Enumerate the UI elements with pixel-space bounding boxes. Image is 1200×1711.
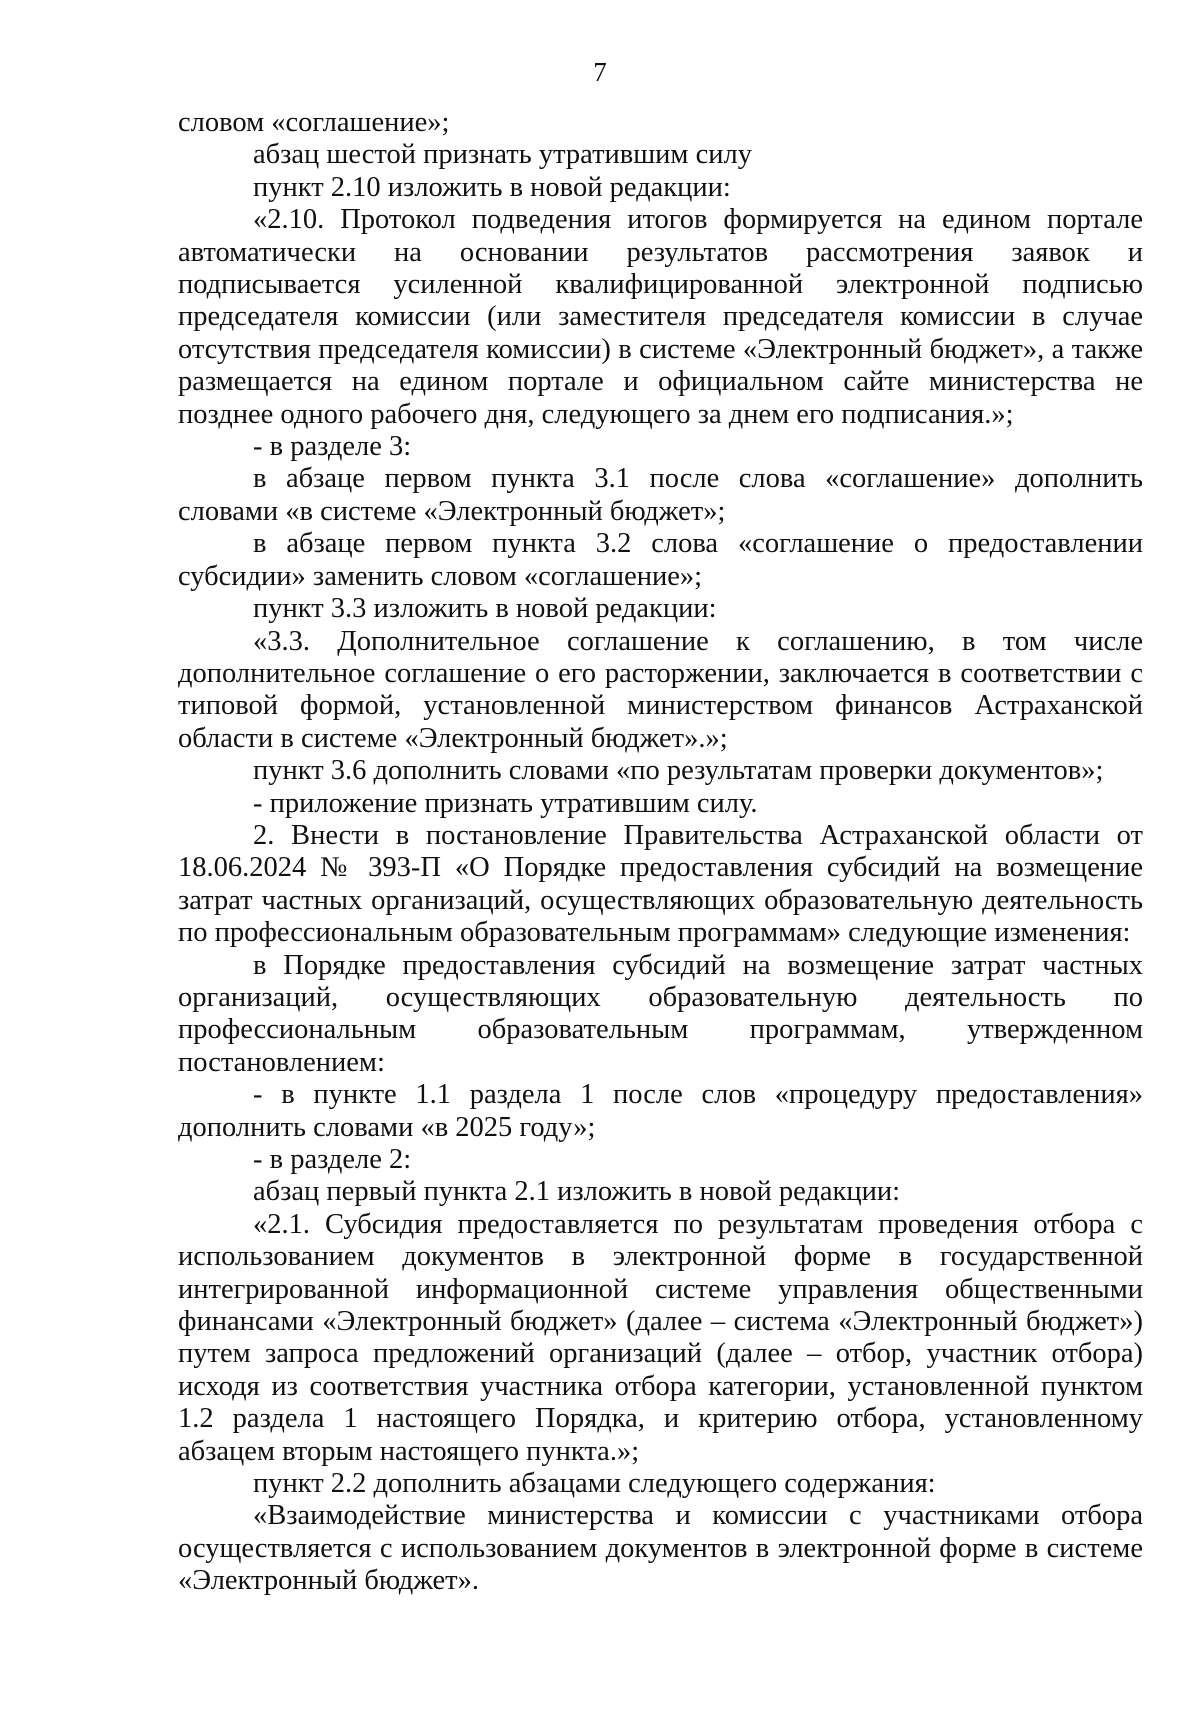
paragraph-6: в абзаце первом пункта 3.1 после слова «соглашение» дополнить словами «в системе «Электронный бюджет»; bbox=[178, 463, 1143, 527]
paragraph-15: - в разделе 2: bbox=[253, 1144, 412, 1175]
paragraph-13: в Порядке предоставления субсидий на возмещение затрат частных организаций, осуществляющих образовательную деятельность по профессиональным образовательным программам, утвержденном постановлением: bbox=[178, 949, 1143, 1078]
paragraph-8: пункт 3.3 изложить в новой редакции: bbox=[253, 593, 717, 625]
paragraph-17: «2.1. Субсидия предоставляется по результатам проведения отбора с использованием документов в электронной форме в государственной интегрированной информационной системе управления общественными финансами «Электронный бюджет» (далее – система «Электронный бюджет») путем запроса предложений организаций (далее – отбор, участник отбора) исходя из соответствия участника отбора категории, установленной пунктом 1.2 раздела 1 настоящего Порядка, и критерию отбора, установленному абзацем вторым настоящего пункта.»; bbox=[178, 1208, 1143, 1467]
paragraph-9: «3.3. Дополнительное соглашение к соглашению, в том числе дополнительное соглашение о его расторжении, заключается в соответствии с типовой формой, установленной министерством финансов Астраханской области в системе «Электронный бюджет».»; bbox=[178, 625, 1143, 754]
paragraph-18: пункт 2.2 дополнить абзацами следующего содержания: bbox=[253, 1468, 936, 1500]
paragraph-1: словом «соглашение»; bbox=[178, 107, 450, 138]
paragraph-4: «2.10. Протокол подведения итогов формируется на едином портале автоматически на основании результатов рассмотрения заявок и подписывается усиленной квалифицированной электронной подписью председателя комиссии (или заместителя председателя комиссии в случае отсутствия председателя комиссии) в системе «Электронный бюджет», а также размещается на едином портале и официальном сайте министерства не позднее одного рабочего дня, следующего за днем его подписания.»; bbox=[178, 204, 1143, 430]
paragraph-7: в абзаце первом пункта 3.2 слова «соглашение о предоставлении субсидии» заменить словом «соглашение»; bbox=[178, 528, 1143, 592]
paragraph-19: «Взаимодействие министерства и комиссии с участниками отбора осуществляется с использованием документов в электронной форме в системе «Электронный бюджет». bbox=[178, 1500, 1143, 1597]
paragraph-3: пункт 2.10 изложить в новой редакции: bbox=[253, 171, 731, 203]
page-number: 7 bbox=[593, 57, 607, 87]
paragraph-5: - в разделе 3: bbox=[253, 431, 412, 463]
paragraph-10: пункт 3.6 дополнить словами «по результатам проверки документов»; bbox=[253, 755, 1104, 787]
paragraph-16: абзац первый пункта 2.1 изложить в новой редакции: bbox=[253, 1176, 901, 1208]
paragraph-14: - в пункте 1.1 раздела 1 после слов «процедуру предоставления» дополнить словами «в 2025 году»; bbox=[178, 1079, 1143, 1143]
paragraph-2: абзац шестой признать утратившим силу bbox=[253, 139, 752, 171]
paragraph-12: 2. Внести в постановление Правительства Астраханской области от 18.06.2024 № 393-П «О Порядке предоставления субсидий на возмещение затрат частных организаций, осуществляющих образовательную деятельность по профессиональным образовательным программам» следующие изменения: bbox=[178, 819, 1143, 949]
paragraph-11: - приложение признать утратившим силу. bbox=[253, 787, 758, 819]
document-body bbox=[178, 107, 1143, 1598]
